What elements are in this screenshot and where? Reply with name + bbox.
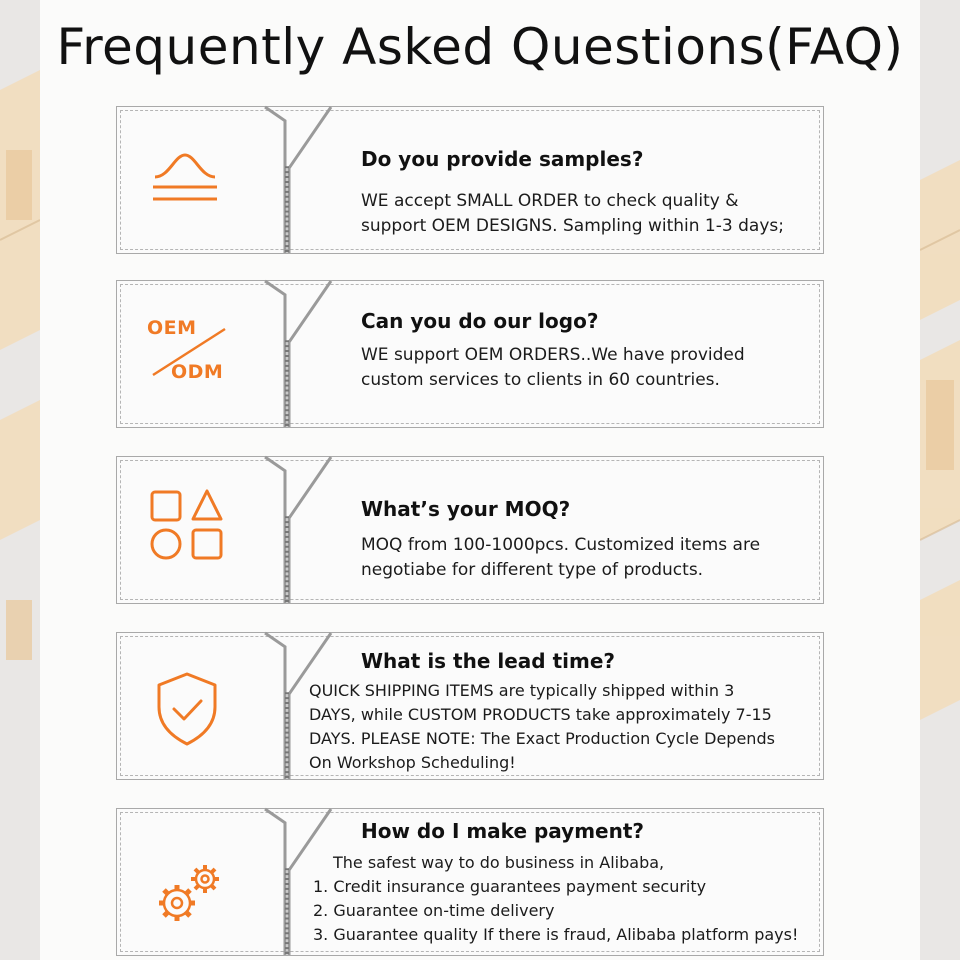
page-title: Frequently Asked Questions(FAQ) <box>56 18 904 76</box>
faq-card-samples <box>116 106 824 254</box>
gears-icon <box>153 861 227 929</box>
answer-line: DAYS, while CUSTOM PRODUCTS take approximately 7-15 <box>309 705 772 724</box>
odm-label: ODM <box>171 361 224 383</box>
faq-card-moq <box>116 456 824 604</box>
answer-line: 2. Guarantee on-time delivery <box>313 901 555 920</box>
faq-question: What’s your MOQ? <box>361 497 571 521</box>
answer-line: 1. Credit insurance guarantees payment security <box>313 877 707 896</box>
faq-question: What is the lead time? <box>361 649 615 673</box>
answer-line: support OEM DESIGNS. Sampling within 1-3 days; <box>361 216 784 236</box>
faq-card-lead-time <box>116 632 824 780</box>
answer-line: The safest way to do business in Alibaba, <box>333 853 665 872</box>
faq-question: How do I make payment? <box>361 819 645 843</box>
answer-line: On Workshop Scheduling! <box>309 753 516 772</box>
shield-check-icon <box>155 671 219 747</box>
faq-question: Can you do our logo? <box>361 309 599 333</box>
shapes-icon <box>149 487 225 563</box>
answer-line: custom services to clients in 60 countries. <box>361 370 720 390</box>
oem-label: OEM <box>147 317 197 339</box>
answer-line: WE support OEM ORDERS..We have provided <box>361 345 745 365</box>
scale-balance-icon <box>149 149 221 205</box>
answer-line: QUICK SHIPPING ITEMS are typically shipped within 3 <box>309 681 735 700</box>
faq-answer <box>361 189 784 239</box>
answer-line: DAYS. PLEASE NOTE: The Exact Production Cycle Depends <box>309 729 775 748</box>
faq-card-payment <box>116 808 824 956</box>
answer-line: WE accept SMALL ORDER to check quality & <box>361 191 739 211</box>
faq-answer <box>361 343 745 393</box>
answer-line: MOQ from 100-1000pcs. Customized items are <box>361 535 761 555</box>
faq-card-logo <box>116 280 824 428</box>
faq-answer <box>313 851 798 947</box>
faq-answer <box>361 533 760 583</box>
answer-line: negotiabe for different type of products. <box>361 560 704 580</box>
faq-answer <box>309 679 775 775</box>
answer-line: 3. Guarantee quality If there is fraud, Alibaba platform pays! <box>313 925 799 944</box>
oem-odm-icon <box>143 315 235 387</box>
faq-question: Do you provide samples? <box>361 147 644 171</box>
